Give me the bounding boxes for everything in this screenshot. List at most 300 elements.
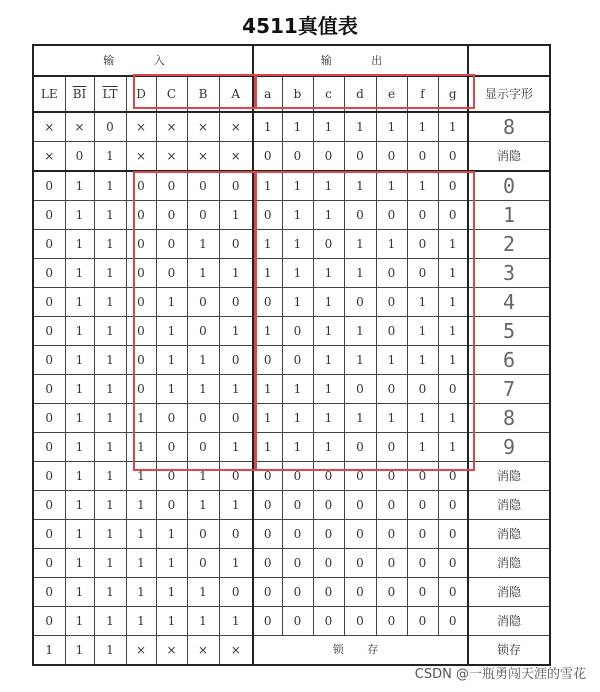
- output-cell: 1: [253, 112, 282, 142]
- table-row: [33, 201, 550, 230]
- output-cell: 0: [438, 549, 468, 578]
- table-row: [33, 171, 550, 201]
- table-row: [33, 491, 550, 520]
- truth-table-container: [32, 44, 551, 666]
- table-row: [33, 288, 550, 317]
- table-row: [33, 112, 550, 142]
- output-cell: 1: [344, 171, 376, 201]
- output-cell: 1: [313, 404, 344, 433]
- output-cell: 0: [253, 288, 282, 317]
- input-cell: 0: [219, 462, 253, 491]
- input-cell: 1: [65, 375, 94, 404]
- input-cell: 0: [33, 201, 65, 230]
- output-cell: 0: [438, 171, 468, 201]
- input-cell: ×: [219, 112, 253, 142]
- input-cell: ×: [156, 636, 187, 666]
- input-cell: 0: [33, 549, 65, 578]
- output-cell: 0: [282, 491, 313, 520]
- output-cell: 1: [313, 259, 344, 288]
- output-cell: 1: [282, 259, 313, 288]
- input-cell: 1: [94, 607, 126, 636]
- latch-row: [33, 636, 550, 666]
- output-cell: 0: [376, 288, 407, 317]
- output-cell: 1: [253, 171, 282, 201]
- output-cell: 1: [438, 112, 468, 142]
- output-cell: 1: [344, 230, 376, 259]
- output-cell: 1: [282, 375, 313, 404]
- input-cell: 1: [65, 288, 94, 317]
- input-header-bi: $\overline{BI}$: [65, 76, 94, 112]
- output-cell: 1: [282, 404, 313, 433]
- output-cell: 1: [344, 346, 376, 375]
- input-cell: 0: [156, 491, 187, 520]
- input-header-le: LE: [33, 76, 65, 112]
- input-cell: 1: [126, 549, 156, 578]
- input-cell: 1: [94, 346, 126, 375]
- input-cell: 1: [94, 549, 126, 578]
- output-cell: 1: [407, 171, 438, 201]
- input-cell: 1: [187, 375, 219, 404]
- output-cell: 0: [313, 549, 344, 578]
- input-cell: 1: [94, 201, 126, 230]
- output-cell: 0: [438, 462, 468, 491]
- output-cell: 0: [407, 578, 438, 607]
- input-cell: ×: [126, 636, 156, 666]
- output-cell: 0: [282, 520, 313, 549]
- display-digit: 8: [468, 404, 550, 433]
- output-cell: 0: [253, 491, 282, 520]
- output-cell: 1: [376, 346, 407, 375]
- input-header-d: D: [126, 76, 156, 112]
- input-cell: ×: [126, 112, 156, 142]
- table-row: [33, 549, 550, 578]
- output-cell: 0: [407, 375, 438, 404]
- input-cell: 0: [33, 607, 65, 636]
- input-cell: 1: [65, 549, 94, 578]
- table-row: [33, 346, 550, 375]
- output-header-g: g: [438, 76, 468, 112]
- output-cell: 1: [407, 433, 438, 462]
- output-cell: 0: [313, 230, 344, 259]
- input-cell: 1: [219, 549, 253, 578]
- input-cell: 1: [94, 404, 126, 433]
- output-cell: 1: [438, 230, 468, 259]
- output-cell: 1: [438, 317, 468, 346]
- output-cell: 0: [376, 142, 407, 172]
- output-header-f: f: [407, 76, 438, 112]
- input-cell: 1: [94, 317, 126, 346]
- input-cell: 0: [187, 433, 219, 462]
- latch-display-label: 锁存: [468, 636, 550, 666]
- output-cell: 0: [344, 578, 376, 607]
- input-cell: 0: [187, 404, 219, 433]
- input-cell: 1: [219, 607, 253, 636]
- output-cell: 1: [313, 317, 344, 346]
- output-cell: 1: [253, 404, 282, 433]
- output-cell: 0: [376, 201, 407, 230]
- output-cell: 1: [376, 404, 407, 433]
- input-cell: 1: [126, 491, 156, 520]
- output-header-b: b: [282, 76, 313, 112]
- input-cell: 0: [33, 171, 65, 201]
- output-cell: 0: [376, 433, 407, 462]
- output-cell: 0: [407, 462, 438, 491]
- input-cell: 0: [156, 462, 187, 491]
- input-cell: 1: [94, 636, 126, 666]
- output-cell: 1: [407, 404, 438, 433]
- output-cell: 0: [376, 375, 407, 404]
- table-row: [33, 259, 550, 288]
- output-cell: 1: [313, 288, 344, 317]
- group-header-row: [33, 45, 550, 76]
- input-cell: ×: [219, 636, 253, 666]
- output-cell: 0: [253, 607, 282, 636]
- input-cell: 0: [187, 549, 219, 578]
- output-cell: 0: [282, 317, 313, 346]
- input-cell: 0: [187, 520, 219, 549]
- input-cell: 1: [65, 462, 94, 491]
- output-cell: 0: [253, 142, 282, 172]
- display-blank-label: 消隐: [468, 520, 550, 549]
- output-cell: 0: [376, 317, 407, 346]
- output-cell: 1: [438, 346, 468, 375]
- input-cell: 1: [187, 607, 219, 636]
- input-cell: 1: [187, 462, 219, 491]
- input-cell: 0: [33, 578, 65, 607]
- input-cell: 0: [65, 142, 94, 172]
- output-cell: 0: [376, 491, 407, 520]
- input-group-header: 输 入: [33, 45, 253, 76]
- table-row: [33, 578, 550, 607]
- output-cell: 0: [282, 607, 313, 636]
- input-cell: 1: [65, 433, 94, 462]
- input-cell: 1: [65, 201, 94, 230]
- input-cell: 1: [156, 520, 187, 549]
- output-cell: 0: [376, 549, 407, 578]
- display-blank-label: 消隐: [468, 491, 550, 520]
- input-cell: 1: [126, 607, 156, 636]
- output-cell: 1: [313, 112, 344, 142]
- table-row: [33, 433, 550, 462]
- output-cell: 1: [282, 433, 313, 462]
- table-row: [33, 317, 550, 346]
- table-row: [33, 520, 550, 549]
- output-cell: 0: [313, 607, 344, 636]
- input-cell: 0: [126, 375, 156, 404]
- output-cell: 1: [253, 375, 282, 404]
- output-cell: 1: [282, 230, 313, 259]
- output-cell: 0: [282, 578, 313, 607]
- input-cell: 1: [219, 317, 253, 346]
- group-header-blank: [468, 45, 550, 76]
- output-cell: 1: [438, 433, 468, 462]
- input-cell: 0: [219, 288, 253, 317]
- output-cell: 0: [253, 549, 282, 578]
- input-cell: ×: [156, 142, 187, 172]
- input-cell: 1: [94, 230, 126, 259]
- output-cell: 0: [376, 578, 407, 607]
- input-cell: 0: [126, 288, 156, 317]
- output-cell: 0: [282, 549, 313, 578]
- display-digit: 4: [468, 288, 550, 317]
- output-cell: 1: [344, 317, 376, 346]
- input-cell: 0: [94, 112, 126, 142]
- output-cell: 1: [282, 201, 313, 230]
- output-cell: 1: [438, 288, 468, 317]
- output-cell: 0: [253, 578, 282, 607]
- input-cell: 0: [33, 520, 65, 549]
- input-cell: 1: [126, 404, 156, 433]
- output-cell: 0: [344, 607, 376, 636]
- output-cell: 0: [253, 201, 282, 230]
- latch-output-label: 锁 存: [253, 636, 468, 666]
- output-cell: 1: [282, 171, 313, 201]
- output-cell: 0: [313, 578, 344, 607]
- input-cell: 1: [94, 259, 126, 288]
- display-digit: 9: [468, 433, 550, 462]
- output-cell: 0: [376, 520, 407, 549]
- output-cell: 0: [438, 201, 468, 230]
- input-cell: 0: [219, 230, 253, 259]
- output-cell: 0: [344, 288, 376, 317]
- input-cell: ×: [33, 142, 65, 172]
- display-header: 显示字形: [468, 76, 550, 112]
- input-cell: ×: [187, 636, 219, 666]
- input-cell: 0: [219, 404, 253, 433]
- display-blank-label: 消隐: [468, 142, 550, 172]
- input-cell: ×: [126, 142, 156, 172]
- output-cell: 1: [253, 433, 282, 462]
- input-cell: 1: [187, 230, 219, 259]
- output-cell: 1: [313, 375, 344, 404]
- input-cell: 1: [187, 346, 219, 375]
- output-cell: 1: [376, 112, 407, 142]
- output-header-c: c: [313, 76, 344, 112]
- output-cell: 0: [282, 142, 313, 172]
- display-digit: 0: [468, 171, 550, 201]
- page-title: 4511真值表: [242, 14, 358, 38]
- output-cell: 1: [253, 317, 282, 346]
- table-row: [33, 607, 550, 636]
- input-cell: 1: [156, 607, 187, 636]
- output-cell: 1: [313, 171, 344, 201]
- output-cell: 1: [407, 112, 438, 142]
- input-cell: 0: [33, 433, 65, 462]
- input-cell: 1: [219, 433, 253, 462]
- input-cell: 0: [156, 230, 187, 259]
- input-cell: 0: [33, 259, 65, 288]
- output-cell: 0: [376, 607, 407, 636]
- input-cell: 1: [94, 491, 126, 520]
- output-cell: 0: [282, 462, 313, 491]
- input-cell: 0: [126, 317, 156, 346]
- table-row: [33, 375, 550, 404]
- input-cell: 1: [65, 404, 94, 433]
- output-cell: 0: [407, 201, 438, 230]
- input-header-a: A: [219, 76, 253, 112]
- input-cell: 1: [94, 462, 126, 491]
- output-cell: 0: [438, 607, 468, 636]
- input-cell: 1: [126, 462, 156, 491]
- display-blank-label: 消隐: [468, 607, 550, 636]
- output-cell: 1: [313, 201, 344, 230]
- input-cell: 1: [94, 578, 126, 607]
- output-cell: 0: [407, 230, 438, 259]
- output-cell: 1: [376, 171, 407, 201]
- input-cell: 1: [65, 578, 94, 607]
- input-cell: 1: [156, 578, 187, 607]
- input-cell: 0: [219, 346, 253, 375]
- input-header-b: B: [187, 76, 219, 112]
- input-cell: 1: [94, 433, 126, 462]
- input-cell: 0: [156, 259, 187, 288]
- display-digit: 2: [468, 230, 550, 259]
- output-cell: 0: [313, 491, 344, 520]
- input-cell: 1: [65, 171, 94, 201]
- output-header-a: a: [253, 76, 282, 112]
- input-cell: 0: [187, 288, 219, 317]
- output-cell: 0: [407, 142, 438, 172]
- output-cell: 1: [438, 404, 468, 433]
- output-cell: 1: [253, 259, 282, 288]
- input-cell: 1: [65, 636, 94, 666]
- input-cell: 1: [94, 288, 126, 317]
- output-cell: 1: [376, 230, 407, 259]
- input-cell: 1: [156, 288, 187, 317]
- output-cell: 0: [313, 520, 344, 549]
- input-cell: 1: [187, 578, 219, 607]
- input-cell: 1: [219, 491, 253, 520]
- display-digit: 5: [468, 317, 550, 346]
- input-cell: 1: [94, 142, 126, 172]
- output-cell: 0: [253, 462, 282, 491]
- display-digit: 7: [468, 375, 550, 404]
- output-cell: 1: [282, 112, 313, 142]
- input-cell: 0: [219, 578, 253, 607]
- output-cell: 0: [313, 142, 344, 172]
- input-cell: ×: [33, 112, 65, 142]
- table-row: [33, 142, 550, 172]
- input-cell: 1: [156, 375, 187, 404]
- input-cell: 1: [65, 230, 94, 259]
- input-cell: 0: [33, 346, 65, 375]
- input-cell: 0: [187, 201, 219, 230]
- input-cell: 1: [156, 549, 187, 578]
- display-blank-label: 消隐: [468, 549, 550, 578]
- column-header-row: [33, 76, 550, 112]
- display-blank-label: 消隐: [468, 462, 550, 491]
- output-cell: 1: [313, 346, 344, 375]
- output-cell: 0: [344, 201, 376, 230]
- output-cell: 0: [407, 520, 438, 549]
- output-header-d: d: [344, 76, 376, 112]
- output-cell: 1: [344, 259, 376, 288]
- input-cell: ×: [187, 142, 219, 172]
- input-cell: 0: [33, 491, 65, 520]
- display-digit: 3: [468, 259, 550, 288]
- input-cell: 1: [65, 259, 94, 288]
- output-group-header: 输 出: [253, 45, 468, 76]
- input-cell: 0: [156, 433, 187, 462]
- input-cell: 0: [219, 171, 253, 201]
- input-cell: 0: [156, 201, 187, 230]
- output-cell: 0: [438, 491, 468, 520]
- output-cell: 1: [253, 230, 282, 259]
- display-digit: 1: [468, 201, 550, 230]
- output-cell: 0: [438, 578, 468, 607]
- input-cell: 1: [94, 375, 126, 404]
- input-cell: 1: [65, 607, 94, 636]
- input-cell: 0: [156, 404, 187, 433]
- input-cell: 1: [219, 375, 253, 404]
- input-header-lt: $\overline{LT}$: [94, 76, 126, 112]
- output-cell: 0: [253, 346, 282, 375]
- truth-table: [32, 44, 551, 666]
- output-cell: 1: [438, 259, 468, 288]
- output-cell: 1: [407, 288, 438, 317]
- input-cell: 1: [219, 259, 253, 288]
- input-cell: 1: [126, 578, 156, 607]
- output-cell: 0: [438, 142, 468, 172]
- output-cell: 0: [376, 462, 407, 491]
- output-cell: 0: [344, 142, 376, 172]
- output-cell: 0: [282, 346, 313, 375]
- input-cell: 1: [156, 317, 187, 346]
- input-cell: 1: [156, 346, 187, 375]
- output-cell: 0: [313, 462, 344, 491]
- input-cell: 1: [65, 346, 94, 375]
- output-header-e: e: [376, 76, 407, 112]
- input-cell: 1: [94, 520, 126, 549]
- output-cell: 1: [313, 433, 344, 462]
- input-header-c: C: [156, 76, 187, 112]
- input-cell: 0: [33, 317, 65, 346]
- input-cell: 0: [126, 346, 156, 375]
- output-cell: 1: [407, 346, 438, 375]
- output-cell: 1: [407, 317, 438, 346]
- output-cell: 0: [344, 433, 376, 462]
- output-cell: 0: [407, 607, 438, 636]
- input-cell: 0: [33, 375, 65, 404]
- csdn-watermark: CSDN @一瓶勇闯天涯的雪花: [414, 667, 586, 682]
- display-digit: 6: [468, 346, 550, 375]
- output-cell: 1: [344, 404, 376, 433]
- input-cell: 0: [33, 462, 65, 491]
- table-row: [33, 462, 550, 491]
- table-row: [33, 404, 550, 433]
- output-cell: 1: [282, 288, 313, 317]
- display-blank-label: 消隐: [468, 578, 550, 607]
- display-digit: 8: [468, 112, 550, 142]
- input-cell: 1: [219, 201, 253, 230]
- output-cell: 0: [407, 491, 438, 520]
- output-cell: 0: [344, 462, 376, 491]
- input-cell: 1: [126, 433, 156, 462]
- input-cell: 1: [65, 491, 94, 520]
- input-cell: 1: [187, 259, 219, 288]
- input-cell: ×: [187, 112, 219, 142]
- input-cell: ×: [219, 142, 253, 172]
- output-cell: 0: [407, 549, 438, 578]
- input-cell: 1: [65, 317, 94, 346]
- input-cell: 1: [187, 491, 219, 520]
- output-cell: 0: [344, 375, 376, 404]
- output-cell: 0: [253, 520, 282, 549]
- output-cell: 0: [438, 375, 468, 404]
- input-cell: 0: [33, 404, 65, 433]
- input-cell: 0: [33, 288, 65, 317]
- output-cell: 0: [344, 549, 376, 578]
